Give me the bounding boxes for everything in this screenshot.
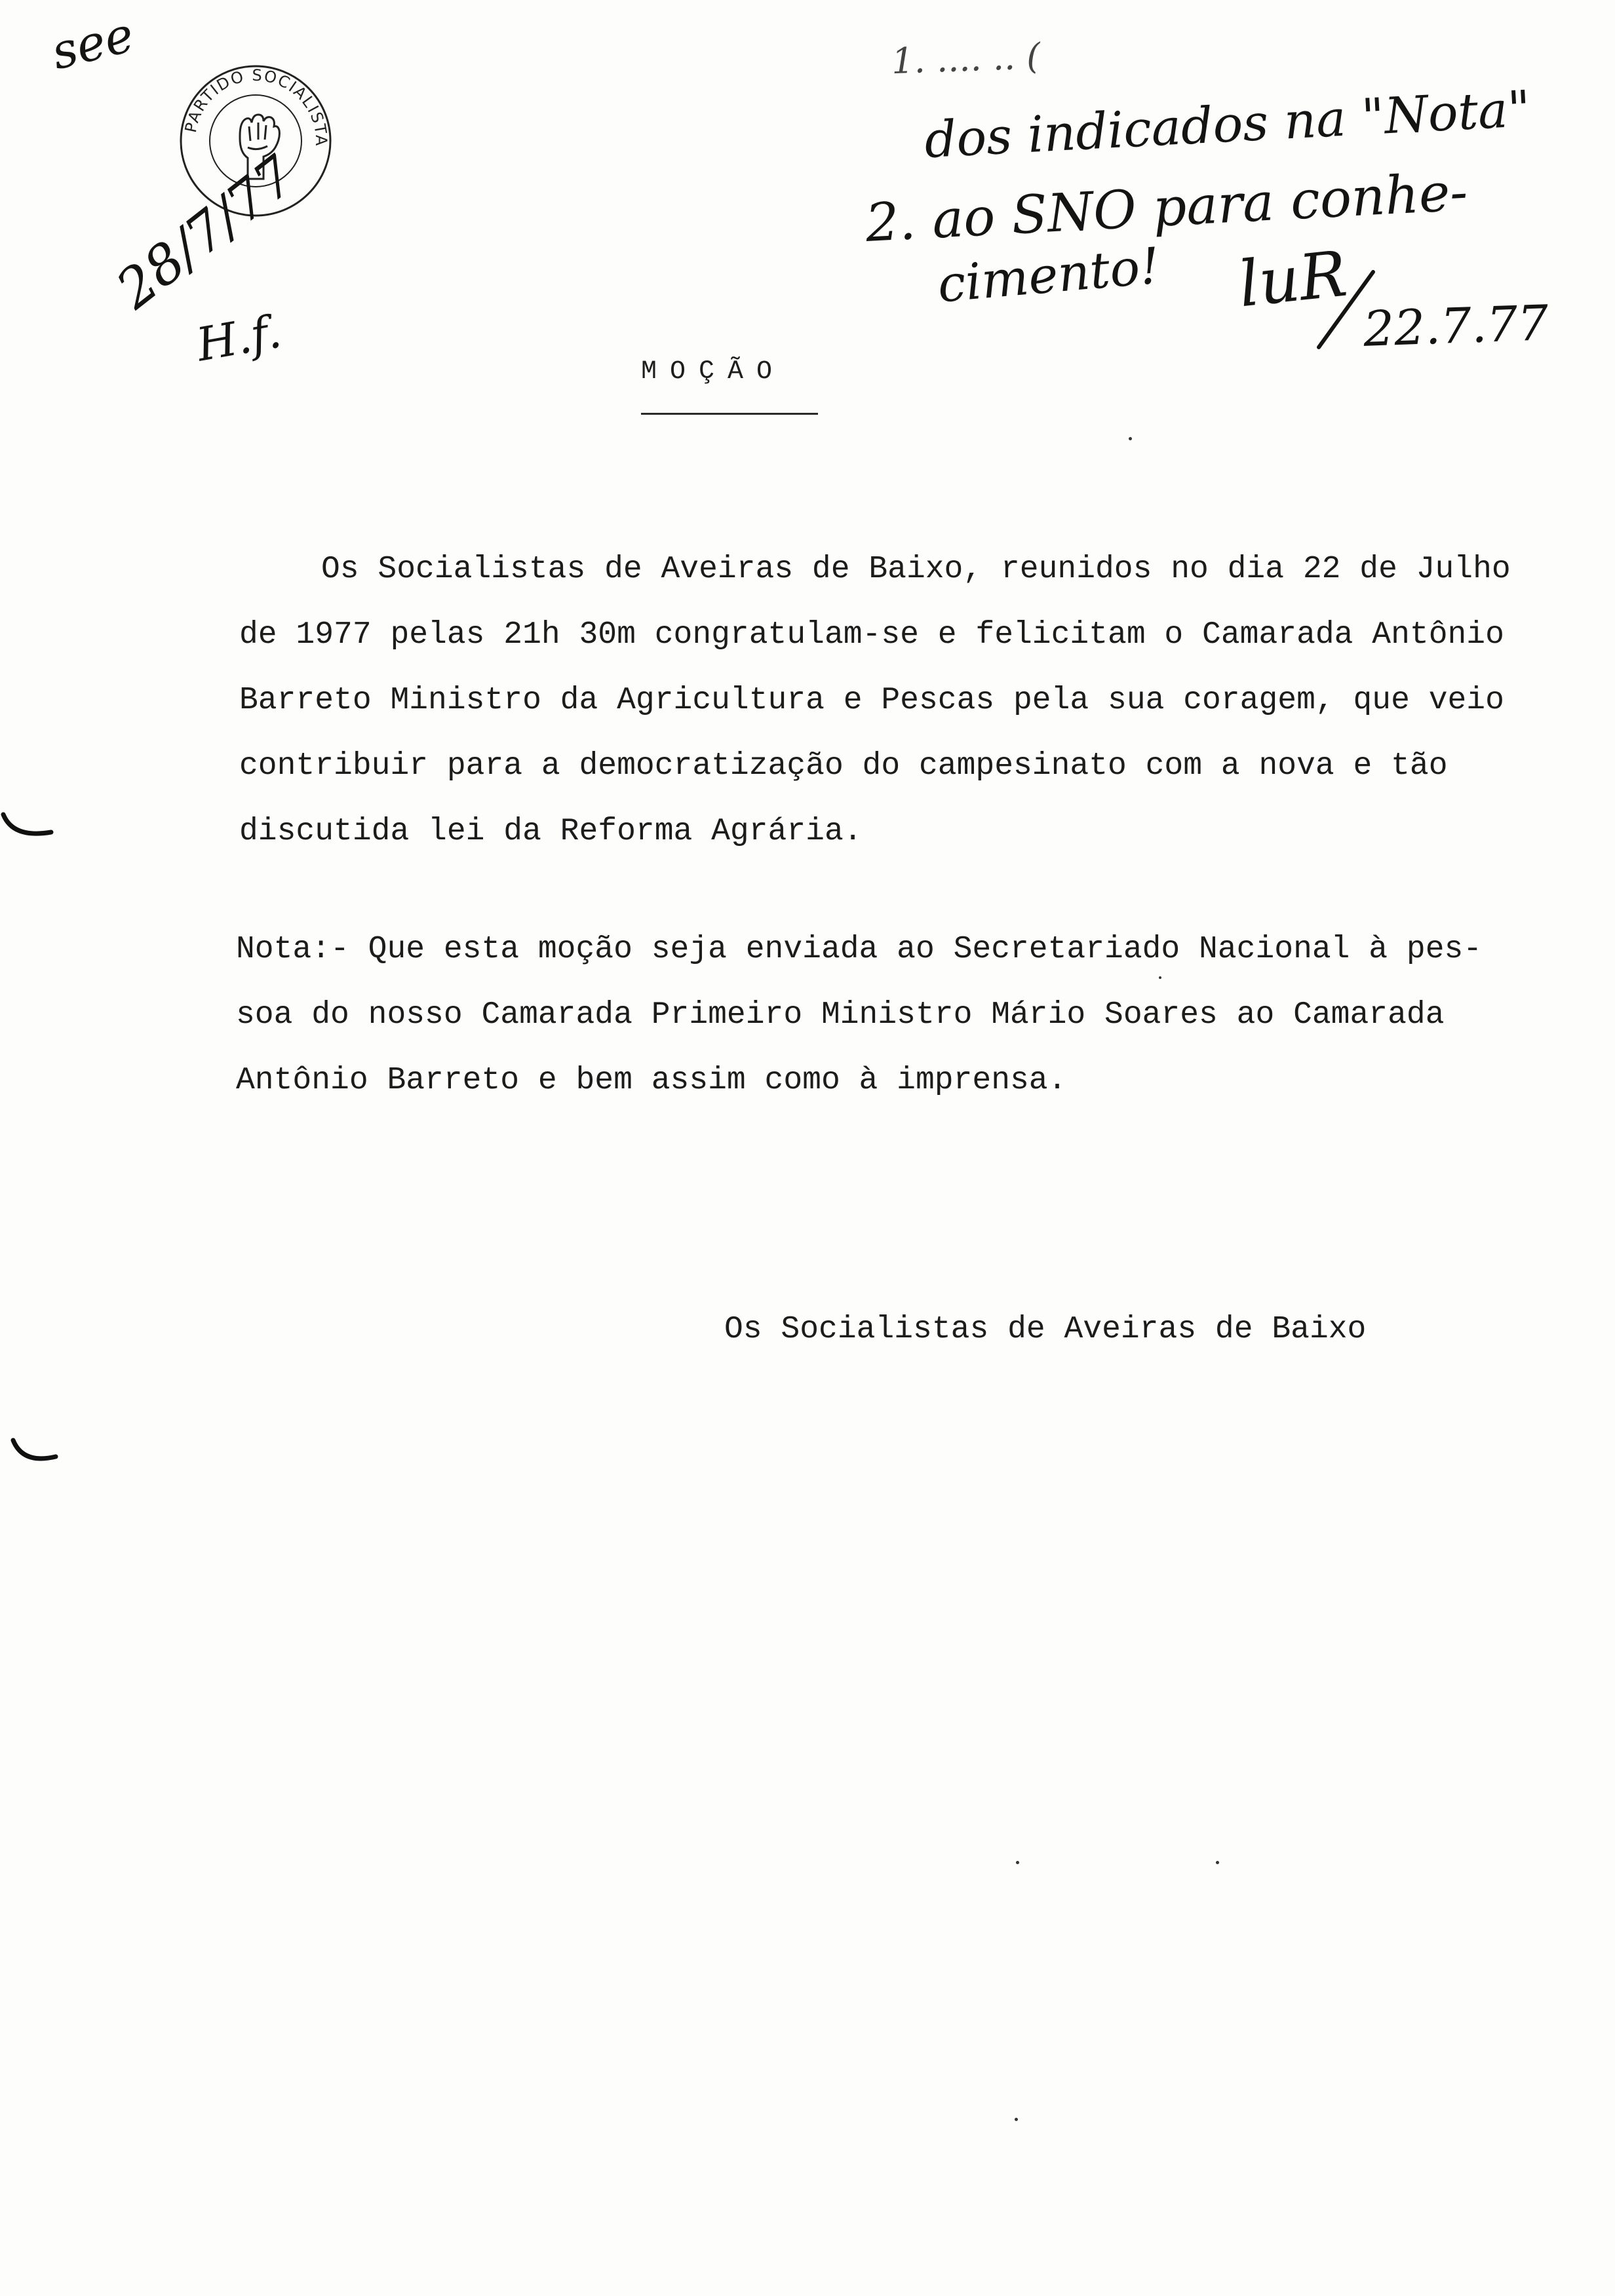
closing-signature: Os Socialistas de Aveiras de Baixo — [724, 1312, 1367, 1347]
handwritten-received-date: 28/7/77 — [105, 144, 307, 321]
handwritten-note-line-1: dos indicados na "Nota" — [923, 79, 1532, 170]
handwritten-note-line-0: 1. .... .. ( — [890, 35, 1041, 82]
nota-line: soa do nosso Camarada Primeiro Ministro Mário Soares ao Camarada — [236, 997, 1445, 1033]
handwritten-signature-date: 22.7.77 — [1362, 295, 1549, 358]
paragraph-1-line: Barreto Ministro da Agricultura e Pescas pela sua coragem, que veio — [239, 683, 1504, 718]
paragraph-1-line: Os Socialistas de Aveiras de Baixo, reunidos no dia 22 de Julho — [321, 552, 1511, 587]
svg-text:PARTIDO SOCIALISTA — [182, 66, 330, 147]
paper-speck — [1216, 1861, 1219, 1864]
nota-line: Nota:- Que esta moção seja enviada ao Secretariado Nacional à pes- — [236, 932, 1483, 967]
nota-line: Antônio Barreto e bem assim como à imprensa. — [236, 1063, 1067, 1098]
paper-speck — [1016, 1861, 1019, 1864]
handwritten-note-line-3: cimento! — [935, 236, 1162, 314]
paragraph-1-line: contribuir para a democratização do campesinato com a nova e tão — [239, 748, 1448, 784]
paper-speck — [1015, 2118, 1018, 2121]
paper-speck — [1129, 437, 1132, 440]
margin-bracket-icon — [0, 809, 59, 849]
handwritten-note-line-2: 2. ao SNO para conhe- — [864, 161, 1469, 254]
paper-speck — [1159, 976, 1161, 979]
paragraph-1-line: discutida lei da Reforma Agrária. — [239, 814, 863, 849]
handwritten-see-note: see — [46, 6, 140, 81]
title-underline — [641, 413, 818, 415]
paragraph-1-line: de 1977 pelas 21h 30m congratulam-se e felicitam o Camarada Antônio — [239, 617, 1504, 653]
margin-bracket-icon — [10, 1435, 69, 1474]
document-title: MOÇÃO — [641, 357, 786, 387]
seal-ring-text: PARTIDO SOCIALISTA — [181, 66, 331, 147]
handwritten-initials: H.f. — [192, 304, 286, 372]
handwritten-signature: luR — [1235, 237, 1351, 322]
